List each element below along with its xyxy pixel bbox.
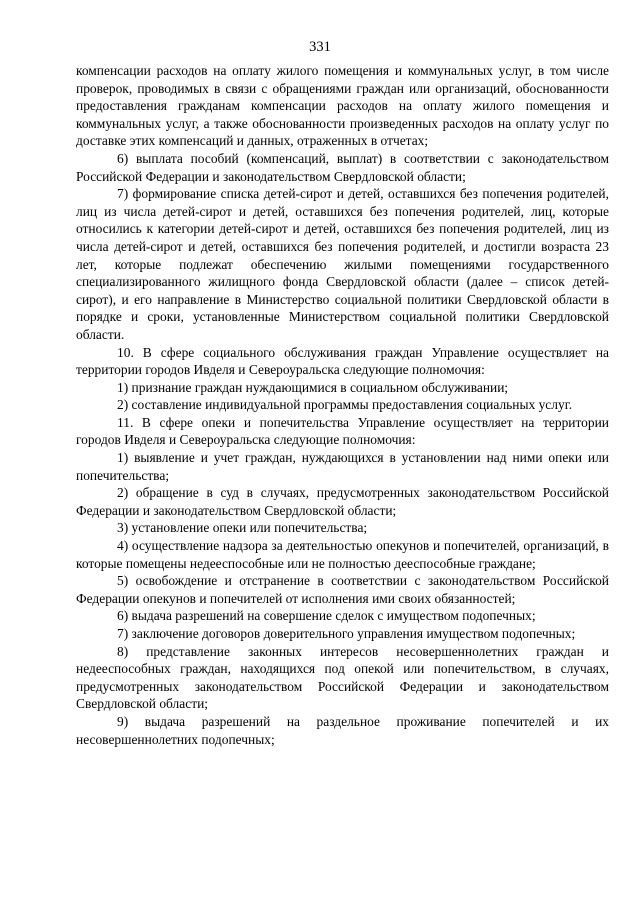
paragraph-section-10-item-1: 1) признание граждан нуждающимися в социальном обслуживании; [117, 379, 509, 395]
paragraph-section-11-item-9: 9) выдача разрешений на раздельное проживание попечителей и их несовершеннолетних подопечных; [76, 713, 609, 747]
paragraph-section-11-guardianship: 11. В сфере опеки и попечительства Управление осуществляет на территории городов Ивделя и Североуральска следующие полномочия: [76, 414, 609, 448]
paragraph-section-10-social-service: 10. В сфере социального обслуживания граждан Управление осуществляет на территории городов Ивделя и Североуральска следующие полномочия: [76, 344, 609, 378]
paragraph-item-6-benefits: 6) выплата пособий (компенсаций, выплат) в соответствии с законодательством Российской Федерации и законодательством Свердловской области; [76, 150, 609, 184]
paragraph-section-11-item-2: 2) обращение в суд в случаях, предусмотренных законодательством Российской Федерации и законодательством Свердловской области; [76, 485, 609, 518]
paragraph-section-11-item-6: 6) выдача разрешений на совершение сделок с имуществом подопечных; [117, 608, 536, 624]
page-number: 331 [309, 39, 331, 55]
paragraph-section-11-item-8: 8) представление законных интересов несовершеннолетних граждан и недееспособных граждан, находящихся под опекой или попечительством, в случаях, предусмотренных законодательством Российской Федерации и законодательством Свердловской области; [76, 643, 609, 712]
paragraph-section-11-item-4: 4) осуществление надзора за деятельностью опекунов и попечителей, организаций, в которые помещены недееспособные или не полностью дееспособные граждане; [76, 538, 609, 571]
paragraph-compensation-checks: компенсации расходов на оплату жилого помещения и коммунальных услуг, в том числе проверок, проводимых в связи с обращениями граждан или организаций, обоснованности предоставления гражданам компенсации расходов на оплату жилого помещения и коммунальных услуг, а также обоснованности произведенных расходов на оплату услуг по доставке этих компенсаций и данных, отраженных в отчетах; [76, 63, 609, 149]
paragraph-section-11-item-3: 3) установление опеки или попечительства; [117, 520, 368, 536]
paragraph-section-11-item-5: 5) освобождение и отстранение в соответствии с законодательством Российской Федерации опекунов и попечителей от исполнения ими своих обязанностей; [76, 573, 609, 606]
document-body [76, 62, 609, 748]
paragraph-item-7-orphans-list: 7) формирование списка детей-сирот и детей, оставшихся без попечения родителей, лиц из числа детей-сирот и детей, оставшихся без попечения родителей, лиц, которые относились к категории детей-сирот и детей, оставшихся без попечения родителей, лиц из числа детей-сирот и детей, оставшихся без попечения родителей, и достигли возраста 23 лет, которые подлежат обеспечению жилыми помещениями государственного специализированного жилищного фонда Свердловской области (далее – список детей-сирот), и его направление в Министерство социальной политики Свердловской области в порядке и сроки, установленные Министерством социальной политики Свердловской области. [76, 186, 609, 342]
paragraph-section-10-item-2: 2) составление индивидуальной программы предоставления социальных услуг. [117, 397, 573, 413]
paragraph-section-11-item-1: 1) выявление и учет граждан, нуждающихся в установлении над ними опеки или попечительства; [76, 450, 609, 483]
paragraph-section-11-item-7: 7) заключение договоров доверительного управления имуществом подопечных; [117, 626, 576, 641]
